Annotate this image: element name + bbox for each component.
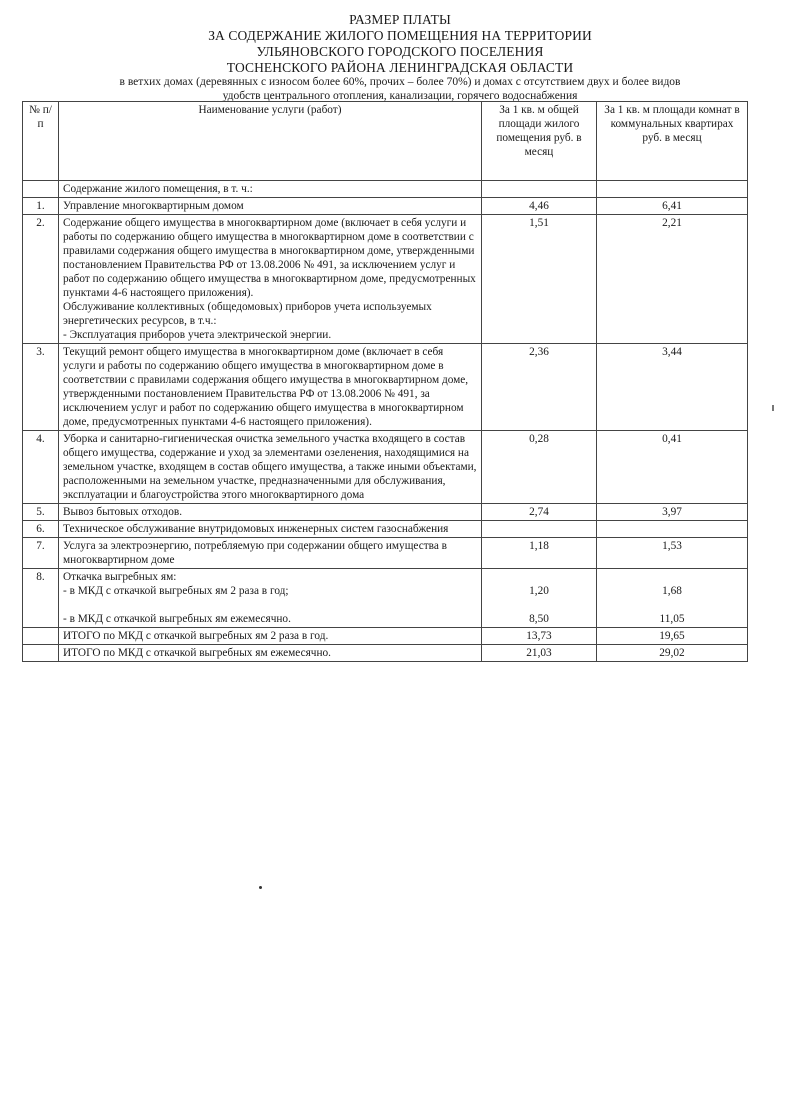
table-row xyxy=(23,198,748,215)
service-name-block xyxy=(59,215,482,344)
service-name: Техническое обслуживание внутридомовых инженерных систем газоснабжения xyxy=(59,521,482,538)
total-label: ИТОГО по МКД с откачкой выгребных ям 2 раза в год. xyxy=(59,628,482,645)
row-number: 6. xyxy=(23,521,59,538)
fee-table xyxy=(22,101,748,662)
total-value-per-room-area: 29,02 xyxy=(597,645,748,662)
table-row xyxy=(23,344,748,431)
scan-speck xyxy=(259,886,262,889)
value-per-room-area: 3,97 xyxy=(597,504,748,521)
title-line-3: УЛЬЯНОВСКОГО ГОРОДСКОГО ПОСЕЛЕНИЯ xyxy=(256,44,544,59)
pumping-monthly-room-value: 11,05 xyxy=(659,613,685,625)
row-number: 5. xyxy=(23,504,59,521)
title-line-1: РАЗМЕР ПЛАТЫ xyxy=(349,12,451,27)
title-line-2: ЗА СОДЕРЖАНИЕ ЖИЛОГО ПОМЕЩЕНИЯ НА ТЕРРИТОРИИ xyxy=(208,28,592,43)
service-name: Содержание общего имущества в многоквартирном доме (включает в себя услуги и работы по содержанию общего имущества в многоквартирном доме в соответствии с правилами содержания общего имущества в многоквартирном доме, утвержденными постановлением Правительства РФ от 13.08.2006 № 491, за исключением услуг и работ по содержанию общего имущества в многоквартирном доме, предусмотренных пунктами 4-6 настоящего приложения). xyxy=(63,217,476,299)
value-per-room-area: 2,21 xyxy=(597,215,748,344)
subtitle-line-2: удобств центрального отопления, канализации, горячего водоснабжения xyxy=(222,89,578,102)
row-number: 2. xyxy=(23,215,59,344)
service-name: Вывоз бытовых отходов. xyxy=(59,504,482,521)
value-per-total-area: 1,51 xyxy=(482,215,597,344)
value-per-room-area-block xyxy=(597,569,748,628)
table-header-row xyxy=(23,102,748,181)
value-per-total-area xyxy=(482,521,597,538)
service-name: Откачка выгребных ям: xyxy=(63,571,177,583)
total-row xyxy=(23,645,748,662)
row-number: 4. xyxy=(23,431,59,504)
value-per-total-area: 0,28 xyxy=(482,431,597,504)
service-name: Уборка и санитарно-гигиеническая очистка земельного участка входящего в состав общего имущества, содержание и уход за элементами озеленения, находящимися на земельном участке, входящем в состав общего имущества, а также иными объектами, расположенными на земельном участке, предназначенными для обслуживания, эксплуатации и благоустройства этого многоквартирного дома xyxy=(59,431,482,504)
value-per-room-area xyxy=(597,521,748,538)
pumping-twice-yearly-room-value: 1,68 xyxy=(662,585,682,597)
row-number: 3. xyxy=(23,344,59,431)
total-value-per-total-area: 13,73 xyxy=(482,628,597,645)
service-name-block xyxy=(59,569,482,628)
section-label: Содержание жилого помещения, в т. ч.: xyxy=(59,181,482,198)
value-per-room-area: 0,41 xyxy=(597,431,748,504)
header-service-name: Наименование услуги (работ) xyxy=(59,102,482,181)
value-per-room-area: 6,41 xyxy=(597,198,748,215)
header-per-total-area: За 1 кв. м общей площади жилого помещения руб. в месяц xyxy=(482,102,597,181)
scan-edge-mark xyxy=(772,405,774,411)
table-row xyxy=(23,538,748,569)
document-header xyxy=(0,12,800,103)
total-label: ИТОГО по МКД с откачкой выгребных ям ежемесячно. xyxy=(59,645,482,662)
value-per-total-area: 2,36 xyxy=(482,344,597,431)
pumping-twice-yearly-value: 1,20 xyxy=(529,585,549,597)
value-per-total-area-block xyxy=(482,569,597,628)
section-row xyxy=(23,181,748,198)
service-subnote: Обслуживание коллективных (общедомовых) приборов учета используемых энергетических ресурсов, в т.ч.: xyxy=(63,301,432,327)
value-per-room-area: 1,53 xyxy=(597,538,748,569)
subtitle-line-1: в ветхих домах (деревянных с износом более 60%, прочих – более 70%) и домах с отсутствием двух и более видов xyxy=(119,76,681,88)
pumping-monthly-label: - в МКД с откачкой выгребных ям ежемесячно. xyxy=(63,613,291,625)
pumping-twice-yearly-label: - в МКД с откачкой выгребных ям 2 раза в год; xyxy=(63,585,289,597)
service-name: Услуга за электроэнергию, потребляемую при содержании общего имущества в многоквартирном доме xyxy=(59,538,482,569)
service-name: Управление многоквартирным домом xyxy=(59,198,482,215)
value-per-total-area: 1,18 xyxy=(482,538,597,569)
total-value-per-total-area: 21,03 xyxy=(482,645,597,662)
row-number: 1. xyxy=(23,198,59,215)
value-per-total-area: 2,74 xyxy=(482,504,597,521)
service-subitem: - Эксплуатация приборов учета электрической энергии. xyxy=(63,329,332,341)
total-row xyxy=(23,628,748,645)
table-row-pit-pumping xyxy=(23,569,748,628)
value-per-room-area: 3,44 xyxy=(597,344,748,431)
row-number: 7. xyxy=(23,538,59,569)
table-row xyxy=(23,431,748,504)
value-per-total-area: 4,46 xyxy=(482,198,597,215)
service-name: Текущий ремонт общего имущества в многоквартирном доме (включает в себя услуги и работы по содержанию общего имущества в многоквартирном доме в соответствии с правилами содержания общего имущества в многоквартирном доме, утвержденными постановлением Правительства РФ от 13.08.2006 № 491, за исключением услуг и работ по содержанию общего имущества в многоквартирном доме, предусмотренных пунктами 4-6 настоящего приложения). xyxy=(59,344,482,431)
total-value-per-room-area: 19,65 xyxy=(597,628,748,645)
table-row xyxy=(23,215,748,344)
header-per-room-area: За 1 кв. м площади комнат в коммунальных квартирах руб. в месяц xyxy=(597,102,748,181)
title-line-4: ТОСНЕНСКОГО РАЙОНА ЛЕНИНГРАДСКАЯ ОБЛАСТИ xyxy=(226,60,574,75)
row-number: 8. xyxy=(23,569,59,628)
table-row xyxy=(23,521,748,538)
table-row xyxy=(23,504,748,521)
pumping-monthly-value: 8,50 xyxy=(529,613,549,625)
header-num: № п/п xyxy=(23,102,59,181)
